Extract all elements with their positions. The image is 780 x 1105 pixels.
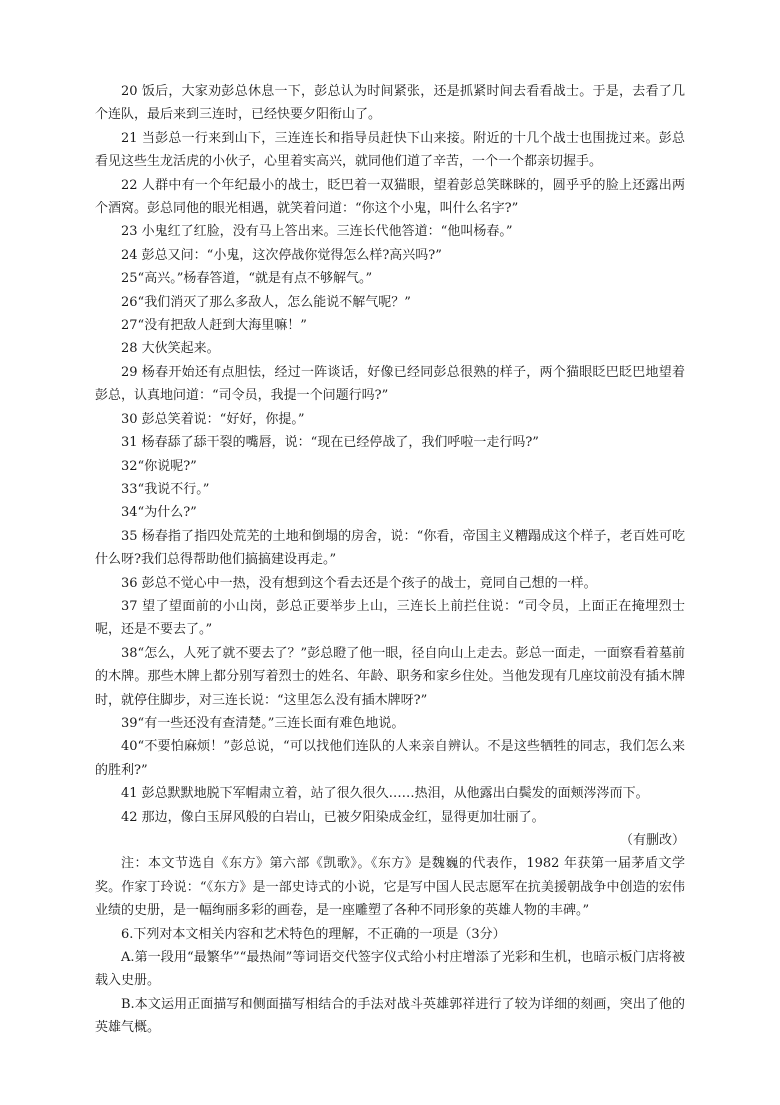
paragraph-33: 33“我说不行。”: [121, 481, 210, 497]
paragraph-21: 21 当彭总一行来到山下，三连连长和指导员赶快下山来接。附近的十几个战士也围拢过来。彭总看见这些生龙活虎的小伙子，心里着实高兴，就同他们道了辛苦，一个一个都亲切握手。: [95, 130, 685, 170]
paragraph-39: 39“有一些还没有查清楚。”三连长面有难色地说。: [121, 715, 405, 731]
paragraph-38: 38“怎么，人死了就不要去了？”彭总瞪了他一眼，径自向山上走去。彭总一面走，一面察看着墓前的木牌。那些木牌上都分别写着烈士的姓名、年龄、职务和家乡住处。当他发现有几座坟前没有插木牌时，就停住脚步，对三连长说：“这里怎么没有插木牌呀?”: [95, 645, 685, 708]
paragraph-31: 31 杨春舔了舔干裂的嘴唇，说：“现在已经停战了，我们呼啦一走行吗?”: [121, 435, 539, 451]
document-content: [95, 80, 685, 1040]
paragraph-41: 41 彭总默默地脱下军帽肃立着，站了很久很久……热泪，从他露出白鬓发的面颊涔涔而下。: [121, 786, 649, 802]
paragraph-30: 30 彭总笑着说：“好好，你提。”: [121, 411, 305, 427]
option-a: A.第一段用“最繁华”“最热闹”等词语交代签字仪式给小村庄增添了光彩和生机，也暗示板门店将被载入史册。: [95, 950, 685, 989]
paragraph-20: 20 饭后，大家劝彭总休息一下，彭总认为时间紧张，还是抓紧时间去看看战士。于是，去看了几个连队，最后来到三连时，已经快要夕阳衔山了。: [95, 84, 685, 123]
source-note: （有删改）: [619, 833, 685, 848]
paragraph-22: 22 人群中有一个年纪最小的战士，眨巴着一双猫眼，望着彭总笑眯眯的，圆乎乎的脸上还露出两个酒窝。彭总同他的眼光相遇，就笑着问道：“你这个小鬼，叫什么名字?”: [95, 177, 685, 217]
story-paragraphs: [95, 80, 685, 829]
paragraph-29: 29 杨春开始还有点胆怯，经过一阵谈话，好像已经同彭总很熟的样子，两个猫眼眨巴眨巴地望着彭总，认真地问道：“司令员，我提一个问题行吗?”: [95, 364, 685, 404]
question-6: 6.下列对本文相关内容和艺术特色的理解，不正确的一项是（3分）: [121, 926, 506, 942]
paragraph-28: 28 大伙笑起来。: [121, 341, 220, 357]
paragraph-40: 40“不要怕麻烦！”彭总说，“可以找他们连队的人来亲自辨认。不是这些牺牲的同志，我们怎么来的胜利?”: [95, 739, 685, 778]
paragraph-25: 25“高兴。”杨春答道，“就是有点不够解气。”: [121, 271, 373, 287]
annotation-note: 注：本文节选自《东方》第六部《凯歌》。《东方》是魏巍的代表作，1982 年获第一届茅盾文学奖。作家丁玲说：“《东方》是一部史诗式的小说，它是写中国人民志愿军在抗美援朝战争中创造的宏伟业绩的史册，是一幅绚丽多彩的画卷，是一座雕塑了各种不同形象的英雄人物的丰碑。”: [95, 856, 685, 919]
paragraph-23: 23 小鬼红了红脸，没有马上答出来。三连长代他答道：“他叫杨春。”: [121, 224, 513, 240]
paragraph-32: 32“你说呢?”: [121, 458, 197, 474]
paragraph-36: 36 彭总不觉心中一热，没有想到这个看去还是个孩子的战士，竟同自己想的一样。: [121, 575, 597, 591]
paragraph-26: 26“我们消灭了那么多敌人，怎么能说不解气呢？”: [121, 294, 411, 310]
paragraph-34: 34“为什么?”: [121, 505, 197, 521]
paragraph-24: 24 彭总又问：“小鬼，这次停战你觉得怎么样?高兴吗?”: [121, 247, 442, 263]
paragraph-37: 37 望了望面前的小山岗，彭总正要举步上山，三连长上前拦住说：“司令员，上面正在掩埋烈士呢，还是不要去了。”: [95, 598, 685, 638]
paragraph-27: 27“没有把敌人赶到大海里嘛！”: [121, 318, 307, 334]
option-b: B.本文运用正面描写和侧面描写相结合的手法对战斗英雄郭祥进行了较为详细的刻画，突出了他的英雄气概。: [95, 996, 685, 1036]
paragraph-35: 35 杨春指了指四处荒芜的土地和倒塌的房舍，说：“你看，帝国主义糟蹋成这个样子，老百姓可吃什么呀?我们总得帮助他们搞搞建设再走。”: [95, 528, 685, 568]
paragraph-42: 42 那边，像白玉屏风般的白岩山，已被夕阳染成金红，显得更加壮丽了。: [121, 809, 545, 825]
